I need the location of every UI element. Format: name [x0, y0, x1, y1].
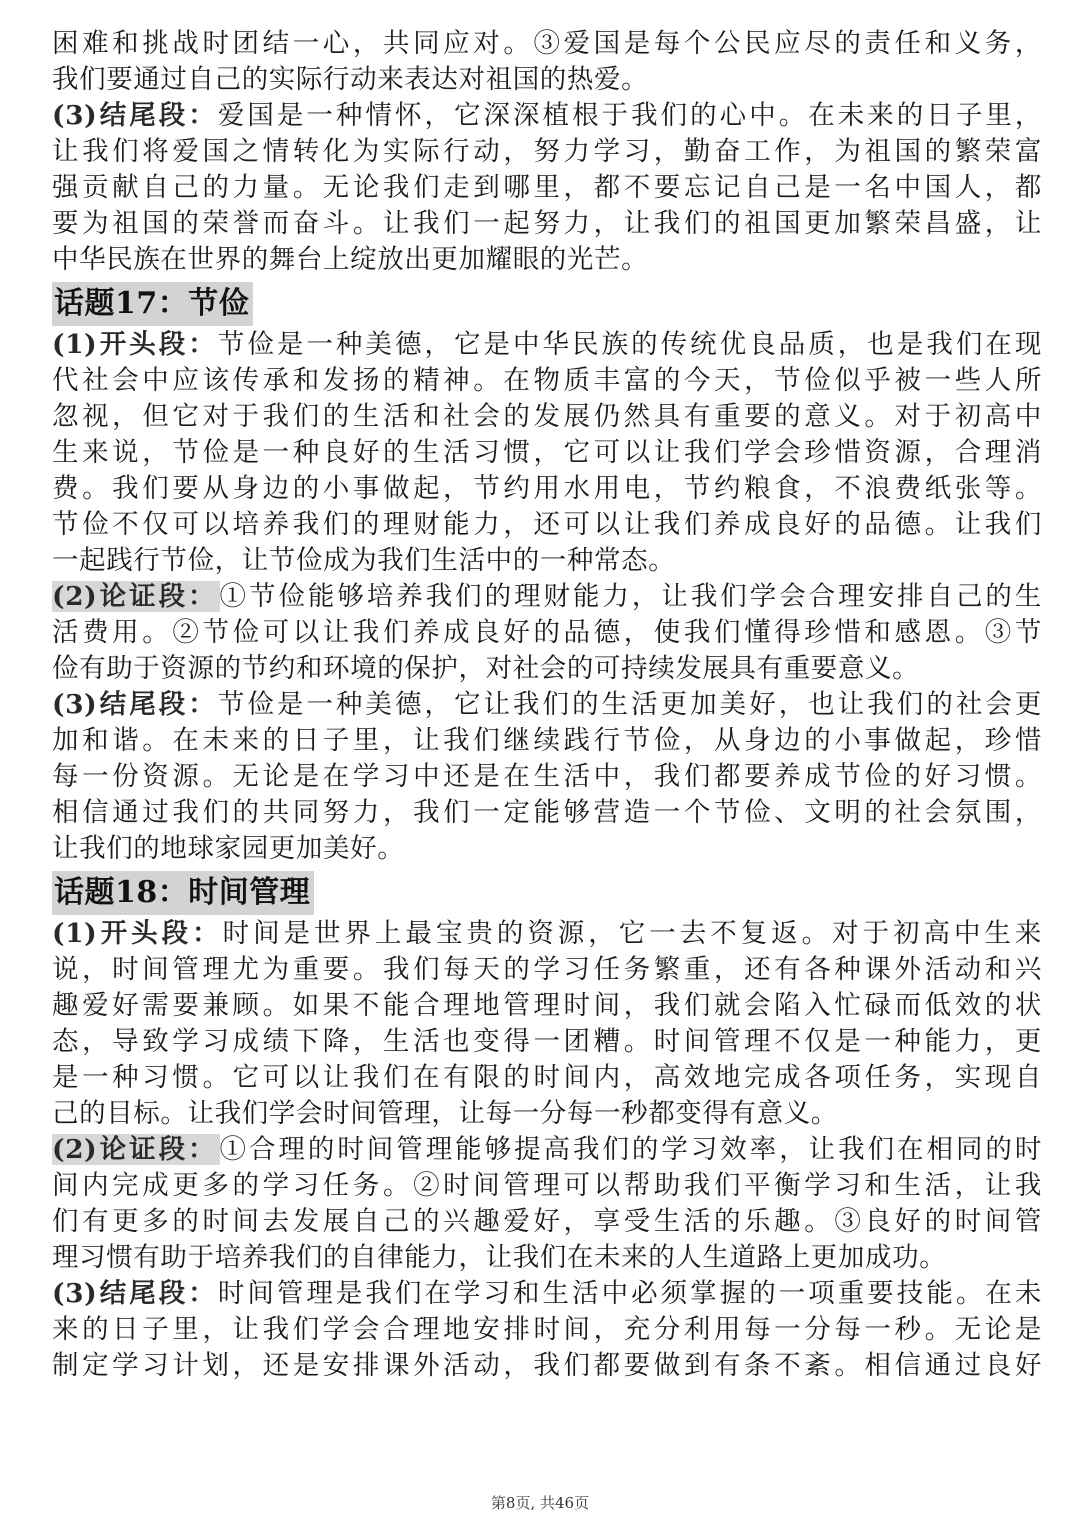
line-text: 中华民族在世界的舞台上绽放出更加耀眼的光芒。 [52, 244, 649, 275]
text-line [52, 435, 1042, 471]
text-line [52, 242, 1042, 278]
paragraph [52, 26, 1042, 98]
text-line [52, 651, 1042, 687]
line-text: 让我们的地球家园更加美好。 [52, 833, 405, 864]
paragraph [52, 1132, 1042, 1276]
line-text: 爱国是一种情怀，它深深植根于我们的心中。在未来的日子里， [217, 100, 1042, 131]
line-text: 代社会中应该传承和发扬的精神。在物质丰富的今天，节俭似乎被一些人所 [52, 365, 1042, 396]
text-line [52, 471, 1042, 507]
text-line [52, 134, 1042, 170]
section-label: (3)结尾段： [52, 1278, 218, 1309]
document-body [52, 26, 1042, 1384]
section-label: (1)开头段： [52, 329, 218, 360]
text-line [52, 687, 1042, 723]
line-text: 时间管理是我们在学习和生活中必须掌握的一项重要技能。在未 [217, 1278, 1042, 1309]
text-line [52, 1348, 1042, 1384]
text-line [52, 507, 1042, 543]
paragraph [52, 327, 1042, 579]
text-line [52, 98, 1042, 134]
line-text: 来的日子里，让我们学会合理地安排时间，充分利用每一分每一秒。无论是 [52, 1314, 1042, 1345]
topic-heading-wrap [52, 278, 1042, 327]
line-text: 节俭不仅可以培养我们的理财能力，还可以让我们养成良好的品德。让我们 [52, 509, 1042, 540]
text-line [52, 831, 1042, 867]
text-line [52, 795, 1042, 831]
section-label: (2)论证段： [52, 581, 218, 612]
line-text: 制定学习计划，还是安排课外活动，我们都要做到有条不紊。相信通过良好 [52, 1350, 1042, 1381]
paragraph [52, 1276, 1042, 1384]
line-text: 节俭是一种美德，它让我们的生活更加美好，也让我们的社会更 [217, 689, 1042, 720]
paragraph [52, 916, 1042, 1132]
line-text: 忽视，但它对于我们的生活和社会的发展仍然具有重要的意义。对于初高中 [52, 401, 1042, 432]
line-text: 己的目标。让我们学会时间管理，让每一分每一秒都变得有意义。 [52, 1098, 838, 1129]
line-text: 让我们将爱国之情转化为实际行动，努力学习，勤奋工作，为祖国的繁荣富 [52, 136, 1042, 167]
line-text: 节俭是一种美德，它是中华民族的传统优良品质，也是我们在现 [217, 329, 1042, 360]
text-line [52, 363, 1042, 399]
section-label: (1)开头段： [52, 918, 223, 949]
text-line [52, 543, 1042, 579]
paragraph [52, 98, 1042, 278]
line-text: ①节俭能够培养我们的理财能力，让我们学会合理安排自己的生 [219, 581, 1042, 612]
line-text: 一起践行节俭，让节俭成为我们生活中的一种常态。 [52, 545, 676, 576]
line-text: 说，时间管理尤为重要。我们每天的学习任务繁重，还有各种课外活动和兴 [52, 954, 1042, 985]
text-line [52, 1276, 1042, 1312]
text-line [52, 1168, 1042, 1204]
line-text: 生来说，节俭是一种良好的生活习惯，它可以让我们学会珍惜资源，合理消 [52, 437, 1042, 468]
section-label: (2)论证段： [52, 1134, 218, 1165]
text-line [52, 206, 1042, 242]
line-text: 强贡献自己的力量。无论我们走到哪里，都不要忘记自己是一名中国人，都 [52, 172, 1042, 203]
topic-heading: 话题18：时间管理 [52, 871, 314, 915]
section-label: (3)结尾段： [52, 689, 218, 720]
text-line [52, 916, 1042, 952]
line-text: 们有更多的时间去发展自己的兴趣爱好，享受生活的乐趣。③良好的时间管 [52, 1206, 1042, 1237]
text-line [52, 1060, 1042, 1096]
section-label: (3)结尾段： [52, 100, 218, 131]
text-line [52, 399, 1042, 435]
text-line [52, 988, 1042, 1024]
line-text: 费。我们要从身边的小事做起，节约用水用电，节约粮食，不浪费纸张等。 [52, 473, 1042, 504]
line-text: 我们要通过自己的实际行动来表达对祖国的热爱。 [52, 64, 649, 95]
topic-heading: 话题17：节俭 [52, 282, 253, 326]
paragraph [52, 579, 1042, 687]
text-line [52, 723, 1042, 759]
text-line [52, 170, 1042, 206]
line-text: 俭有助于资源的节约和环境的保护，对社会的可持续发展具有重要意义。 [52, 653, 920, 684]
line-text: ①合理的时间管理能够提高我们的学习效率，让我们在相同的时 [219, 1134, 1042, 1165]
line-text: 要为祖国的荣誉而奋斗。让我们一起努力，让我们的祖国更加繁荣昌盛，让 [52, 208, 1042, 239]
paragraph [52, 687, 1042, 867]
line-text: 每一份资源。无论是在学习中还是在生活中，我们都要养成节俭的好习惯。 [52, 761, 1042, 792]
page-footer: 第8页, 共46页 [490, 1494, 590, 1512]
line-text: 理习惯有助于培养我们的自律能力，让我们在未来的人生道路上更加成功。 [52, 1242, 947, 1273]
line-text: 是一种习惯。它可以让我们在有限的时间内，高效地完成各项任务，实现自 [52, 1062, 1042, 1093]
text-line [52, 327, 1042, 363]
text-line [52, 952, 1042, 988]
line-text: 相信通过我们的共同努力，我们一定能够营造一个节俭、文明的社会氛围， [52, 797, 1042, 828]
text-line [52, 1024, 1042, 1060]
text-line [52, 1312, 1042, 1348]
text-line [52, 615, 1042, 651]
text-line [52, 759, 1042, 795]
line-text: 困难和挑战时团结一心，共同应对。③爱国是每个公民应尽的责任和义务， [52, 28, 1042, 59]
text-line [52, 1096, 1042, 1132]
line-text: 间内完成更多的学习任务。②时间管理可以帮助我们平衡学习和生活，让我 [52, 1170, 1042, 1201]
line-text: 活费用。②节俭可以让我们养成良好的品德，使我们懂得珍惜和感恩。③节 [52, 617, 1042, 648]
text-line [52, 62, 1042, 98]
text-line [52, 1240, 1042, 1276]
text-line [52, 26, 1042, 62]
line-text: 加和谐。在未来的日子里，让我们继续践行节俭，从身边的小事做起，珍惜 [52, 725, 1042, 756]
text-line [52, 579, 1042, 615]
topic-heading-wrap [52, 867, 1042, 916]
line-text: 趣爱好需要兼顾。如果不能合理地管理时间，我们就会陷入忙碌而低效的状 [52, 990, 1042, 1021]
line-text: 态，导致学习成绩下降，生活也变得一团糟。时间管理不仅是一种能力，更 [52, 1026, 1042, 1057]
line-text: 时间是世界上最宝贵的资源，它一去不复返。对于初高中生来 [222, 918, 1043, 949]
text-line [52, 1204, 1042, 1240]
text-line [52, 1132, 1042, 1168]
